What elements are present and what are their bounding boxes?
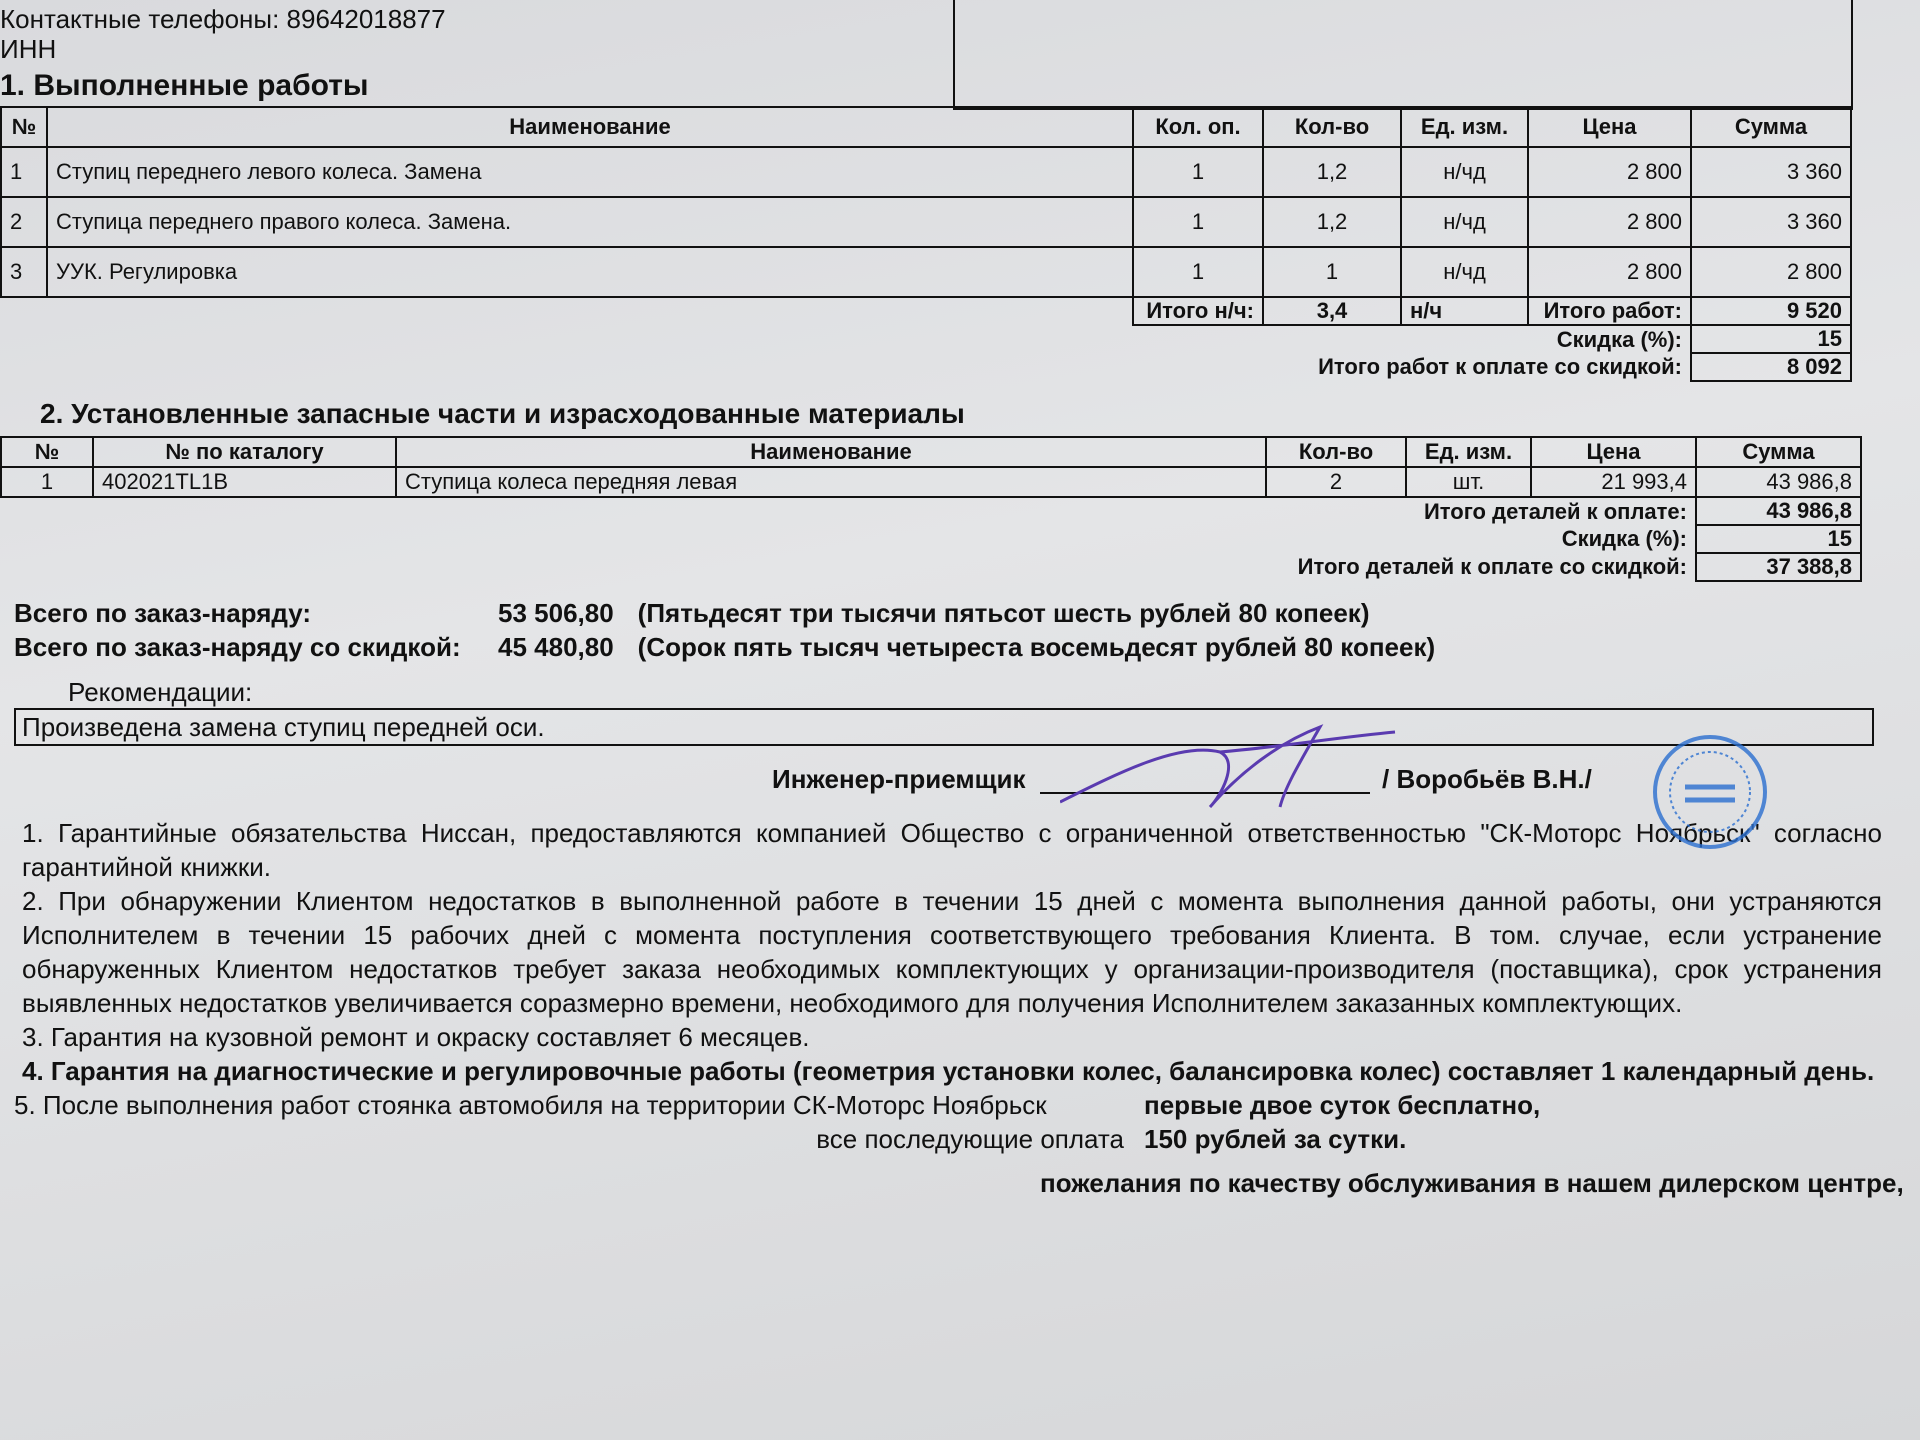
row-qty: 1,2 [1263,147,1401,197]
col-num: № [1,437,93,467]
works-discount: 15 [1691,325,1851,353]
document-body [0,66,1904,1200]
col-qty: Кол-во [1263,107,1401,147]
parking-left2: все последующие оплата [816,1124,1124,1154]
works-total: 9 520 [1691,297,1851,325]
parts-title: 2. Установленные запасные части и израсходованные материалы [40,398,965,429]
signature-row [0,752,1900,806]
works-discount-label: Скидка (%): [1556,326,1682,352]
table-row [1,147,1851,197]
table-row [1,197,1851,247]
col-price: Цена [1531,437,1696,467]
grand-total-label: Всего по заказ-наряду: [14,598,311,628]
col-num: № [1,107,47,147]
row-unit: н/чд [1401,147,1528,197]
row-sum: 3 360 [1691,147,1851,197]
row-price: 21 993,4 [1531,467,1696,497]
col-name: Наименование [47,107,1133,147]
parts-discount: 15 [1696,525,1861,553]
row-unit: н/чд [1401,197,1528,247]
col-sum: Сумма [1691,107,1851,147]
col-name: Наименование [396,437,1266,467]
inn-label: ИНН [0,34,57,64]
row-ops: 1 [1133,247,1263,297]
grand-total-words: (Пятьдесят три тысячи пятьсот шесть рублей 80 копеек) [637,598,1370,628]
works-total-discount-label: Итого работ к оплате со скидкой: [1318,354,1682,379]
works-table [0,106,1852,382]
parking-terms [0,1088,1900,1156]
footer-partial: пожелания по качеству обслуживания в нашем дилерском центре, [1040,1168,1904,1198]
col-catalog: № по каталогу [93,437,396,467]
row-price: 2 800 [1528,247,1691,297]
grand-total: 53 506,80 [498,598,614,628]
row-num: 1 [1,147,47,197]
parts-total: 43 986,8 [1696,497,1861,525]
contacts: Контактные телефоны: 89642018877 [0,4,446,34]
row-catalog: 402021TL1B [93,467,396,497]
signature-role: Инженер-приемщик [772,764,1026,794]
parts-discount-label: Скидка (%): [1561,526,1687,551]
grand-total-discount-row [0,630,1900,664]
recommendations-label: Рекомендации: [68,677,253,707]
works-title: 1. Выполненные работы [0,69,369,102]
row-num: 2 [1,197,47,247]
table-row [1,467,1861,497]
row-sum: 43 986,8 [1696,467,1861,497]
row-price: 2 800 [1528,147,1691,197]
row-qty: 2 [1266,467,1406,497]
recommendations-text: Произведена замена ступиц передней оси. [14,708,1874,746]
stamp-inner-ring [1670,752,1750,832]
row-sum: 3 360 [1691,197,1851,247]
parts-table [0,436,1862,582]
works-total-discount: 8 092 [1691,353,1851,381]
col-unit: Ед. изм. [1401,107,1528,147]
row-name: Ступица переднего правого колеса. Замена. [47,197,1133,247]
signature-name: / Воробьёв В.Н./ [1382,764,1592,794]
col-qty: Кол-во [1266,437,1406,467]
parking-left1: 5. После выполнения работ стоянка автомобиля на территории СК-Моторс Ноябрьск [14,1090,1047,1120]
stamp-outer-ring [1655,737,1765,847]
row-name: Ступица колеса передняя левая [396,467,1266,497]
row-name: Ступиц переднего левого колеса. Замена [47,147,1133,197]
row-unit: шт. [1406,467,1531,497]
row-unit: н/чд [1401,247,1528,297]
col-ops: Кол. оп. [1133,107,1263,147]
parking-right1: первые двое суток бесплатно, [1144,1090,1541,1120]
stamp-center-mark [1685,787,1735,800]
parts-total-discount: 37 388,8 [1696,553,1861,581]
works-total-label: Итого работ: [1528,297,1691,325]
col-unit: Ед. изм. [1406,437,1531,467]
grand-total-row [0,596,1900,630]
row-ops: 1 [1133,147,1263,197]
total-hours-label: Итого н/ч: [1133,297,1263,325]
row-price: 2 800 [1528,197,1691,247]
grand-total-discount-label: Всего по заказ-наряду со скидкой: [14,632,461,662]
row-ops: 1 [1133,197,1263,247]
table-row [1,247,1851,297]
row-name: УУК. Регулировка [47,247,1133,297]
term-4: 4. Гарантия на диагностические и регулировочные работы (геометрия установки колес, балансировка колес) составляет 1 календарный день. [22,1056,1875,1086]
handwritten-signature [1060,722,1400,812]
col-sum: Сумма [1696,437,1861,467]
grand-total-discount: 45 480,80 [498,632,614,662]
row-qty: 1,2 [1263,197,1401,247]
grand-total-discount-words: (Сорок пять тысяч четыреста восемьдесят рублей 80 копеек) [637,632,1436,662]
term-3: 3. Гарантия на кузовной ремонт и окраску составляет 6 месяцев. [22,1022,810,1052]
row-num: 3 [1,247,47,297]
total-hours-unit: н/ч [1401,297,1528,325]
row-qty: 1 [1263,247,1401,297]
parts-total-label: Итого деталей к оплате: [1423,498,1687,524]
company-stamp [1650,732,1770,852]
term-1: 1. Гарантийные обязательства Ниссан, предоставляются компанией Общество с ограниченной ответственностью "СК-Моторс Ноябрьск" согласно гарантийной книжки. [22,818,1882,882]
parts-total-discount-label: Итого деталей к оплате со скидкой: [1297,554,1687,579]
row-sum: 2 800 [1691,247,1851,297]
term-2: 2. При обнаружении Клиентом недостатков в выполненной работе в течении 15 дней с момента выполнения данной работы, они устраняются Исполнителем в течении 15 рабочих дней с момента поступления соответствующего требования Клиента. В том. случае, если устранение обнаруженных Клиентом недостатков требует заказа необходимых комплектующих у организации-производителя (поставщика), срок устранения выявленных недостатков увеличивается соразмерно времени, необходимого для получения Исполнителем заказанных комплектующих. [22,886,1882,1018]
row-num: 1 [1,467,93,497]
col-price: Цена [1528,107,1691,147]
total-hours: 3,4 [1263,297,1401,325]
parking-right2: 150 рублей за сутки. [1144,1124,1407,1154]
